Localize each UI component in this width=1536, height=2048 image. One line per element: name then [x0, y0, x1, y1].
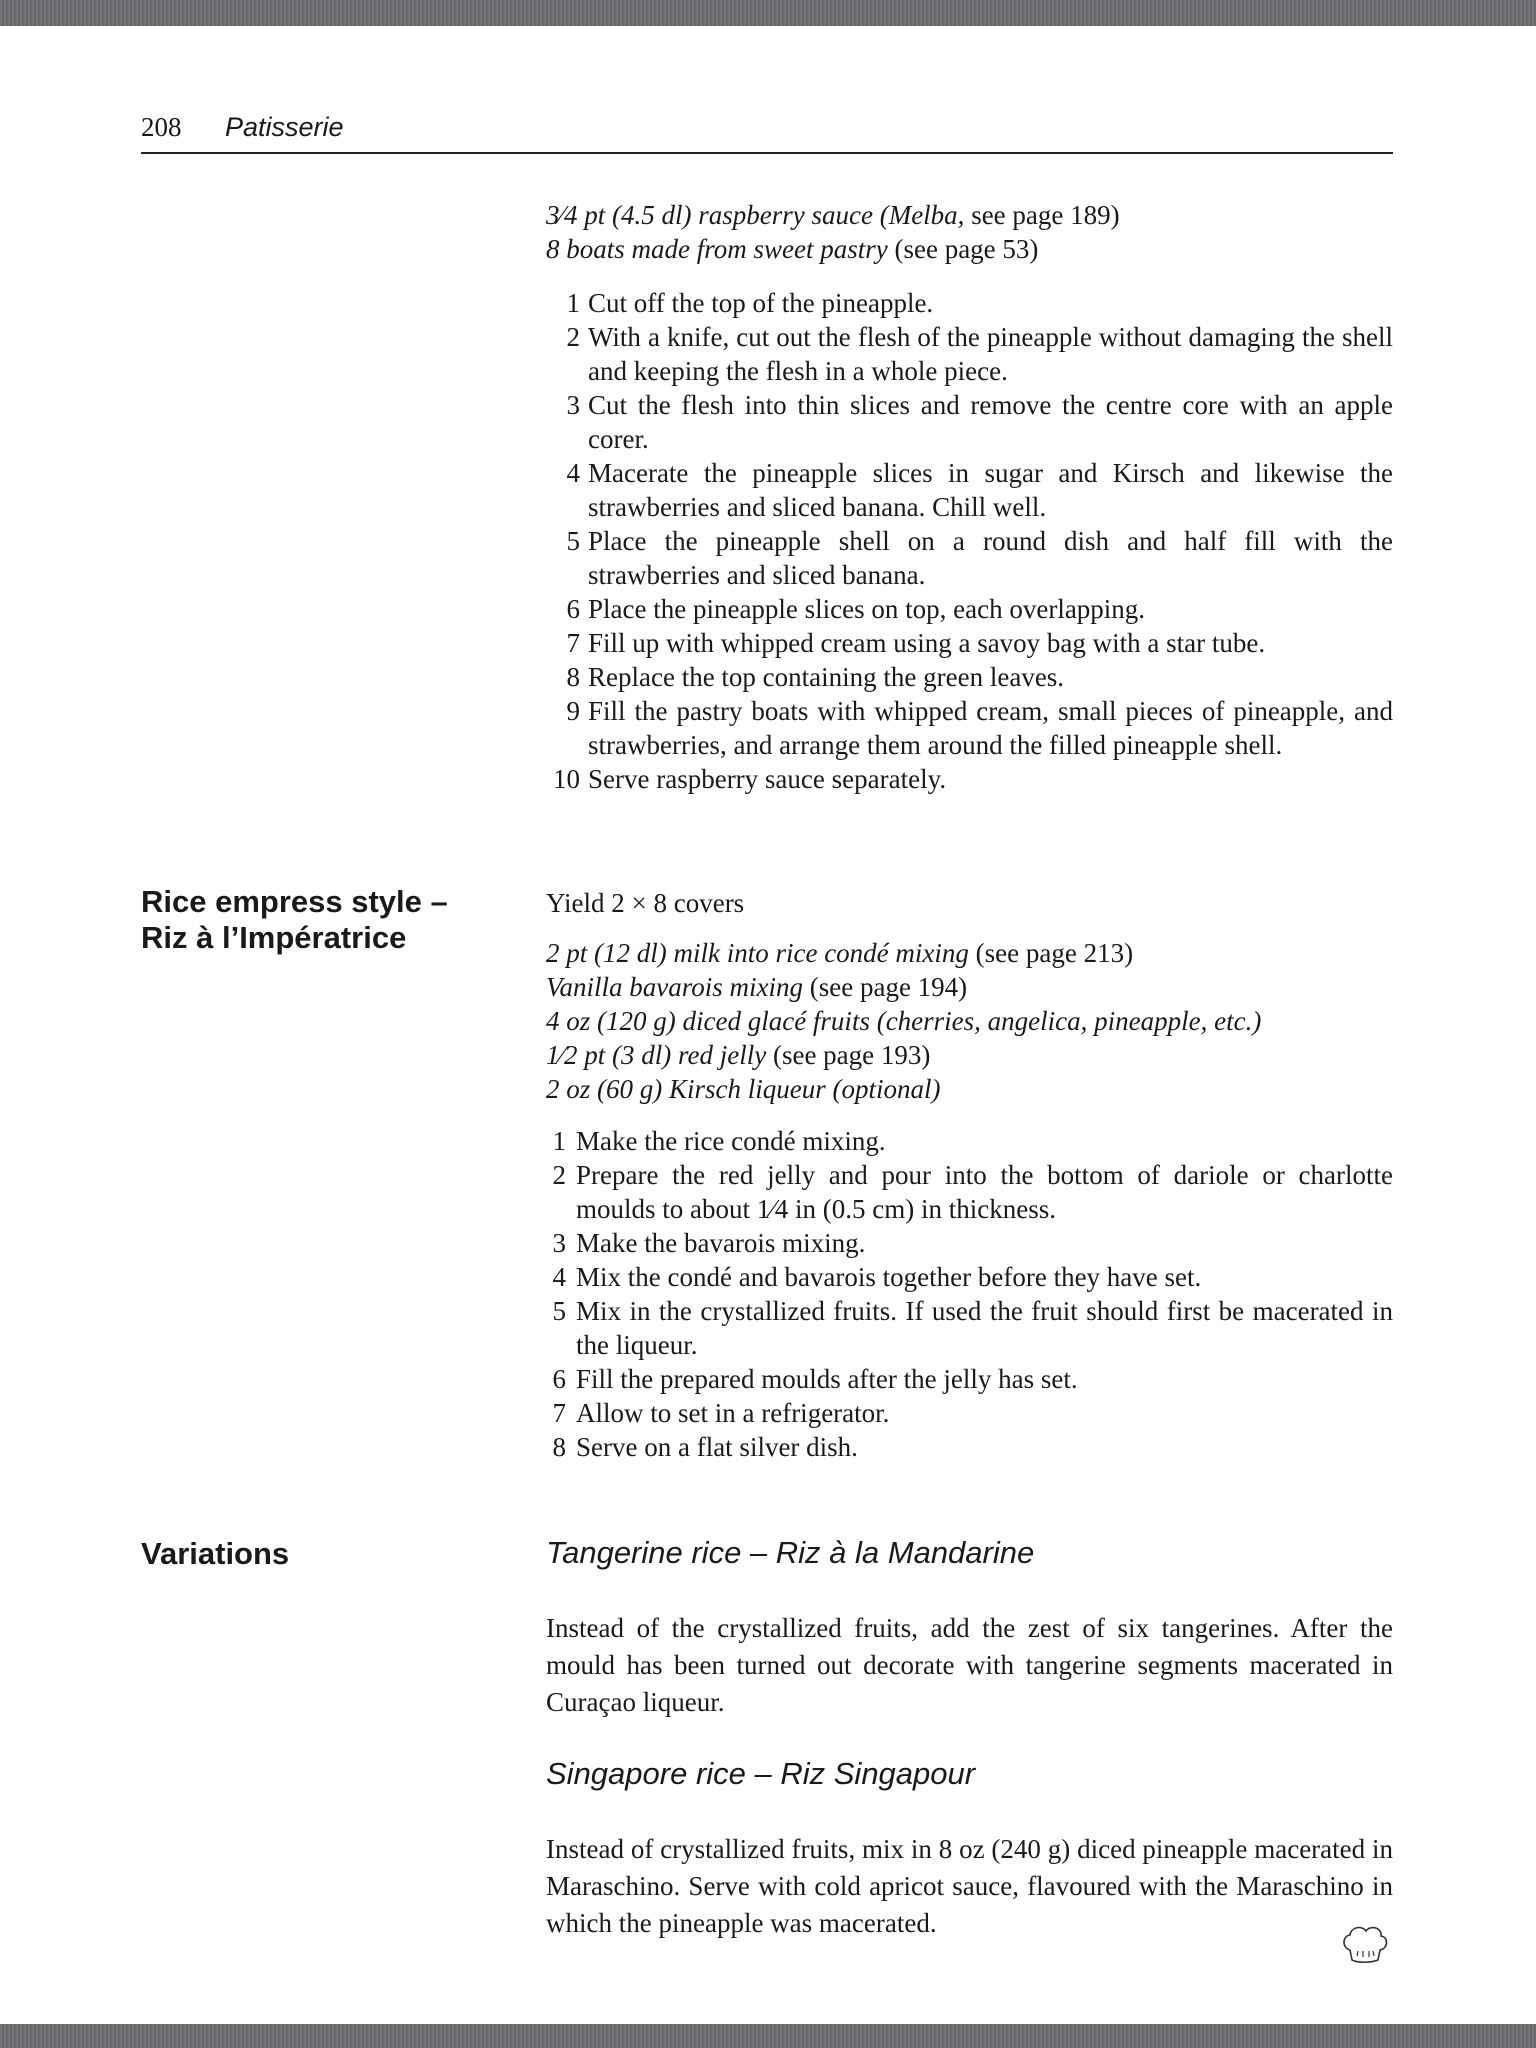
bottom-frame-bar	[0, 2024, 1536, 2048]
method-step: 3 Cut the flesh into thin slices and remove the centre core with an apple corer.	[566, 390, 1393, 454]
method-step: 2 With a knife, cut out the flesh of the pineapple without damaging the shell and keeping the flesh in a whole piece.	[566, 322, 1393, 386]
running-head: Patisserie	[225, 112, 344, 142]
method-step: 10 Serve raspberry sauce separately.	[553, 764, 947, 794]
method-step: 3 Make the bavarois mixing.	[552, 1228, 866, 1258]
method-step: 4 Macerate the pineapple slices in sugar and Kirsch and likewise the strawberries and sliced banana. Chill well.	[566, 458, 1393, 522]
rice-ingredients	[546, 936, 1393, 1106]
method-step: 7 Fill up with whipped cream using a savoy bag with a star tube.	[566, 628, 1266, 658]
pineapple-method	[546, 286, 1393, 796]
method-list	[546, 286, 1393, 796]
method-list	[546, 1124, 1393, 1464]
method-step: 1 Cut off the top of the pineapple.	[566, 288, 934, 318]
page-number: 208	[141, 112, 182, 142]
method-step: 1 Make the rice condé mixing.	[552, 1126, 886, 1156]
method-step: 7 Allow to set in a refrigerator.	[552, 1398, 890, 1428]
ingredient-line: 1⁄2 pt (3 dl) red jelly (see page 193)	[546, 1040, 931, 1070]
ingredient-line: 2 oz (60 g) Kirsch liqueur (optional)	[546, 1074, 941, 1104]
ingredient-line: 2 pt (12 dl) milk into rice condé mixing (see page 213)	[546, 938, 1134, 968]
ingredient-line: 3⁄4 pt (4.5 dl) raspberry sauce (Melba, see page 189)	[546, 200, 1120, 230]
rice-method	[546, 1124, 1393, 1464]
recipe-yield: Yield 2 × 8 covers	[546, 888, 745, 918]
ingredient-line: 4 oz (120 g) diced glacé fruits (cherries, angelica, pineapple, etc.)	[546, 1006, 1262, 1036]
recipe-heading	[141, 884, 521, 956]
ingredient-line: 8 boats made from sweet pastry (see page 53)	[546, 234, 1039, 264]
method-step: 9 Fill the pastry boats with whipped cream, small pieces of pineapple, and strawberries, and arrange them around the filled pineapple shell.	[566, 696, 1393, 760]
recipe-heading-line: Rice empress style –	[141, 884, 448, 919]
top-frame-bar	[0, 0, 1536, 26]
method-step: 6 Place the pineapple slices on top, each overlapping.	[566, 594, 1146, 624]
chef-hat-icon	[1340, 1922, 1390, 1968]
method-step: 8 Serve on a flat silver dish.	[552, 1432, 858, 1462]
method-step: 5 Mix in the crystallized fruits. If used the fruit should first be macerated in the liqueur.	[552, 1296, 1393, 1360]
ingredient-line: Vanilla bavarois mixing (see page 194)	[546, 972, 968, 1002]
pineapple-ingredients	[546, 198, 1393, 266]
page-header	[141, 112, 1393, 154]
method-step: 5 Place the pineapple shell on a round dish and half fill with the strawberries and sliced banana.	[566, 526, 1393, 590]
variation-text: Instead of crystallized fruits, mix in 8 oz (240 g) diced pineapple macerated in Maraschino. Serve with cold apricot sauce, flavoured with the Maraschino in which the pineapple was macerated.	[546, 1834, 1393, 1938]
variation-text: Instead of the crystallized fruits, add the zest of six tangerines. After the mould has been turned out decorate with tangerine segments macerated in Curaçao liqueur.	[546, 1613, 1393, 1717]
variation-title: Singapore rice – Riz Singapour	[546, 1756, 976, 1791]
method-step: 4 Mix the condé and bavarois together before they have set.	[552, 1262, 1202, 1292]
variations-heading: Variations	[141, 1536, 290, 1571]
method-step: 6 Fill the prepared moulds after the jelly has set.	[552, 1364, 1078, 1394]
recipe-heading-line: Riz à l’Impératrice	[141, 920, 407, 955]
method-step: 2 Prepare the red jelly and pour into the bottom of dariole or charlotte moulds to about 1⁄4 in (0.5 cm) in thickness.	[552, 1160, 1393, 1224]
method-step: 8 Replace the top containing the green leaves.	[566, 662, 1065, 692]
variation-title: Tangerine rice – Riz à la Mandarine	[546, 1535, 1035, 1570]
